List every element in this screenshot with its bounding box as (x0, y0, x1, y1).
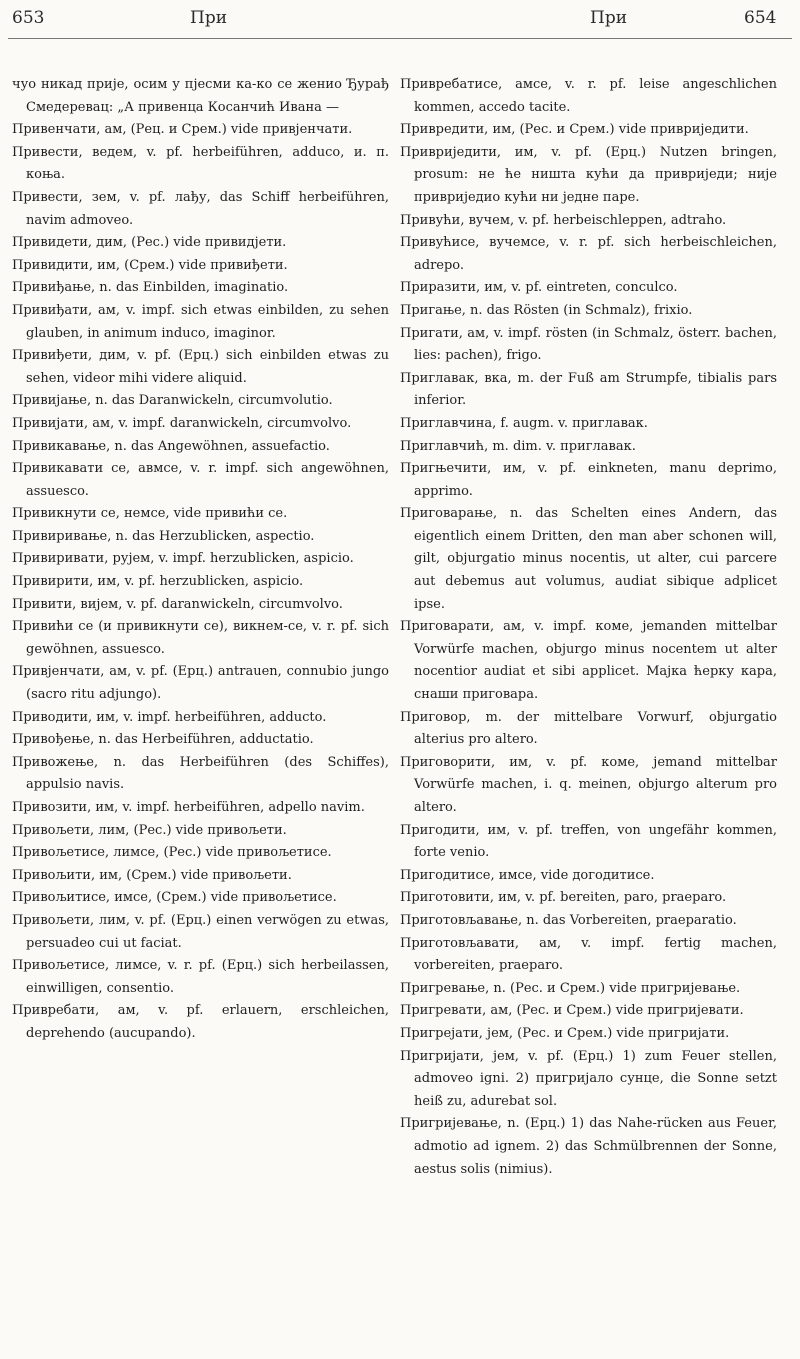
left-column (12, 74, 389, 1046)
dictionary-entry: Привити, вијем, v. pf. daranwickeln, circumvolvo. (12, 596, 343, 612)
dictionary-entry: Привикнути се, немсе, vide привићи се. (12, 506, 288, 522)
dictionary-entry: Привољетисе, лимсе, (Рес.) vide привољетисе. (12, 845, 332, 861)
dictionary-entry: Пригање, n. das Rösten (in Schmalz), frixio. (400, 302, 693, 318)
dictionary-entry: Приготовити, им, v. pf. bereiten, paro, praeparo. (400, 890, 727, 906)
dictionary-entry: Пригријати, јем, v. pf. (Ерц.) 1) zum Feuer stellen, admoveo igni. 2) пригријало сунце, die Sonne setzt heiß zu, adurebat sol. (400, 1048, 777, 1109)
header-rule (8, 38, 792, 39)
dictionary-entry: Привребати, ам, v. pf. erlauern, erschleichen, deprehendo (aucupando). (12, 1003, 389, 1041)
dictionary-entry: Приговарање, n. das Schelten eines Andern, das eigentlich einem Dritten, den man aber schonen will, gilt, objurgatio minus nocentis, ut alter, cui parcere aut debemus aut volumus, audiat sibique adplicet ipse. (400, 506, 777, 612)
dictionary-entry: Привенчати, ам, (Рец. и Срем.) vide привјенчати. (12, 122, 353, 138)
left-guide-word: При (190, 8, 228, 28)
dictionary-entry: Пригревање, n. (Рес. и Срем.) vide пригријевање. (400, 980, 741, 996)
dictionary-entry: Привoдити, им, v. impf. herbeiführen, adducto. (12, 709, 327, 725)
dictionary-entry: Привијати, ам, v. impf. daranwickeln, circumvolvo. (12, 415, 352, 431)
dictionary-entry: Привиривати, рујем, v. impf. herzublicken, aspicio. (12, 551, 354, 567)
dictionary-entry: Пригрејати, јем, (Рес. и Срем.) vide пригријати. (400, 1025, 730, 1041)
right-column (400, 74, 777, 1181)
dictionary-entry: Приглавчић, m. dim. v. приглавак. (400, 438, 636, 454)
dictionary-entry: Приготовљавати, ам, v. impf. fertig machen, vorbereiten, praeparo. (400, 935, 777, 974)
dictionary-entry: Привиђати, ам, v. impf. sich etwas einbilden, zu sehen glauben, in animum induco, imaginor. (12, 302, 389, 341)
dictionary-entry: Привољитисе, имсе, (Срем.) vide привољетисе. (12, 890, 337, 906)
left-page-number: 653 (12, 8, 45, 28)
dictionary-entry: Пригати, ам, v. impf. rösten (in Schmalz, österr. bachen, lies: pachen), frigo. (400, 325, 777, 364)
dictionary-entry: Приглавак, вка, m. der Fuß am Strumpfe, tibialis pars inferior. (400, 370, 777, 409)
dictionary-entry: Привољети, лим, v. pf. (Ерц.) einen verwögen zu etwas, persuadeo cui ut faciat. (12, 912, 389, 951)
dictionary-entry: Пригревати, ам, (Рес. и Срем.) vide пригријевати. (400, 1003, 744, 1019)
dictionary-entry: Пригријевање, n. (Ерц.) 1) das Nahe-rücken aus Feuer, admotio ad ignem. 2) das Schmülbrennen der Sonne, aestus solis (nimius). (400, 1116, 777, 1177)
right-guide-word: При (590, 8, 628, 28)
dictionary-entry: Приговор, m. der mittelbare Vorwurf, objurgatio alterius pro altero. (400, 709, 777, 748)
dictionary-entry: Привиривање, n. das Herzublicken, aspectio. (12, 528, 315, 544)
dictionary-entry: Привирити, им, v. pf. herzublicken, aspicio. (12, 574, 304, 590)
dictionary-entry: Привребатисе, амсе, v. r. pf. leise angeschlichen kommen, accedo tacite. (400, 77, 777, 115)
dictionary-entry: Привикавати се, авмсе, v. r. impf. sich angewöhnen, assuesco. (12, 461, 389, 499)
dictionary-entry: Привољетисе, лимсе, v. r. pf. (Ерц.) sich herbeilassen, einwilligen, consentio. (12, 958, 389, 996)
dictionary-entry: Приглавчина, f. augm. v. приглавак. (400, 415, 648, 431)
dictionary-entry: Привиђети, дим, v. pf. (Ерц.) sich einbilden etwas zu sehen, videor mihi videre aliquid. (12, 348, 389, 386)
dictionary-entry: Привићи се (и привикнути се), викнем-се, v. r. pf. sich gewöhnen, assuesco. (12, 619, 389, 657)
dictionary-entry: Привућисе, вучемсе, v. r. pf. sich herbeischleichen, adrepo. (400, 235, 777, 273)
dictionary-entry: Привриједити, им, v. pf. (Ерц.) Nutzen bringen, prosum: не ће ништа кући да привриједи; није привриједио кући ни једне паре. (400, 144, 777, 205)
dictionary-entry: Привести, ведем, v. pf. herbeiführen, adduco, и. п. коња. (12, 144, 389, 183)
dictionary-entry: Пригодити, им, v. pf. treffen, von ungefähr kommen, forte venio. (400, 822, 777, 861)
dictionary-entry: Привући, вучем, v. pf. herbeischleppen, adtraho. (400, 212, 727, 228)
dictionary-entry: Пригњечити, им, v. pf. einkneten, manu deprimo, apprimo. (400, 461, 777, 499)
dictionary-entry: Привидити, им, (Срем.) vide привиђети. (12, 257, 288, 273)
dictionary-entry: Привољити, им, (Срем.) vide привољети. (12, 867, 292, 883)
dictionary-entry: Привредити, им, (Рес. и Срем.) vide привриједити. (400, 122, 749, 138)
dictionary-entry: Привожење, n. das Herbeiführen (des Schiffes), appulsio navis. (12, 754, 389, 793)
dictionary-entry: Привидети, дим, (Рес.) vide привидјети. (12, 235, 287, 251)
dictionary-entry: Пригодитисе, имсе, vide догодитисе. (400, 867, 655, 883)
dictionary-entry: Привијање, n. das Daranwickeln, circumvolutio. (12, 393, 333, 409)
dictionary-entry: Приразити, им, v. pf. eintreten, conculco. (400, 280, 678, 296)
dictionary-entry: Приготовљавање, n. das Vorbereiten, praeparatio. (400, 912, 737, 928)
dictionary-entry: Привољети, лим, (Рес.) vide привољети. (12, 822, 287, 838)
dictionary-entry: Приговорити, им, v. pf. коме, jemand mittelbar Vorwürfe machen, i. q. meinen, objurgo alterum pro altero. (400, 754, 777, 815)
dictionary-entry: Привозити, им, v. impf. herbeiführen, adpello navim. (12, 800, 365, 815)
dictionary-entry: Привести, зем, v. pf. лађу, das Schiff herbeiführen, navim admoveo. (12, 189, 389, 228)
dictionary-entry: Привиђање, n. das Einbilden, imaginatio. (12, 280, 289, 296)
dictionary-entry: Приговарати, ам, v. impf. коме, jemanden mittelbar Vorwürfe machen, objurgo minus nocentem ut alter nocentior audiat et sibi applicet. Мајка ћерку кара, снаши приговара. (400, 619, 777, 703)
dictionary-entry: Привјенчати, ам, v. pf. (Ерц.) antrauen, connubio jungo (sacro ritu adjungo). (12, 664, 389, 703)
dictionary-entry: Привикавање, n. das Angewöhnen, assuefactio. (12, 438, 330, 454)
dictionary-entry: Привођење, n. das Herbeiführen, adductatio. (12, 732, 314, 748)
dictionary-entry: чуо никад прије, осим у пјесми ка-ко се женио Ђурађ Смедеревац: „А привенца Косанчић Ивана — (12, 77, 389, 115)
right-page-number: 654 (744, 8, 777, 28)
